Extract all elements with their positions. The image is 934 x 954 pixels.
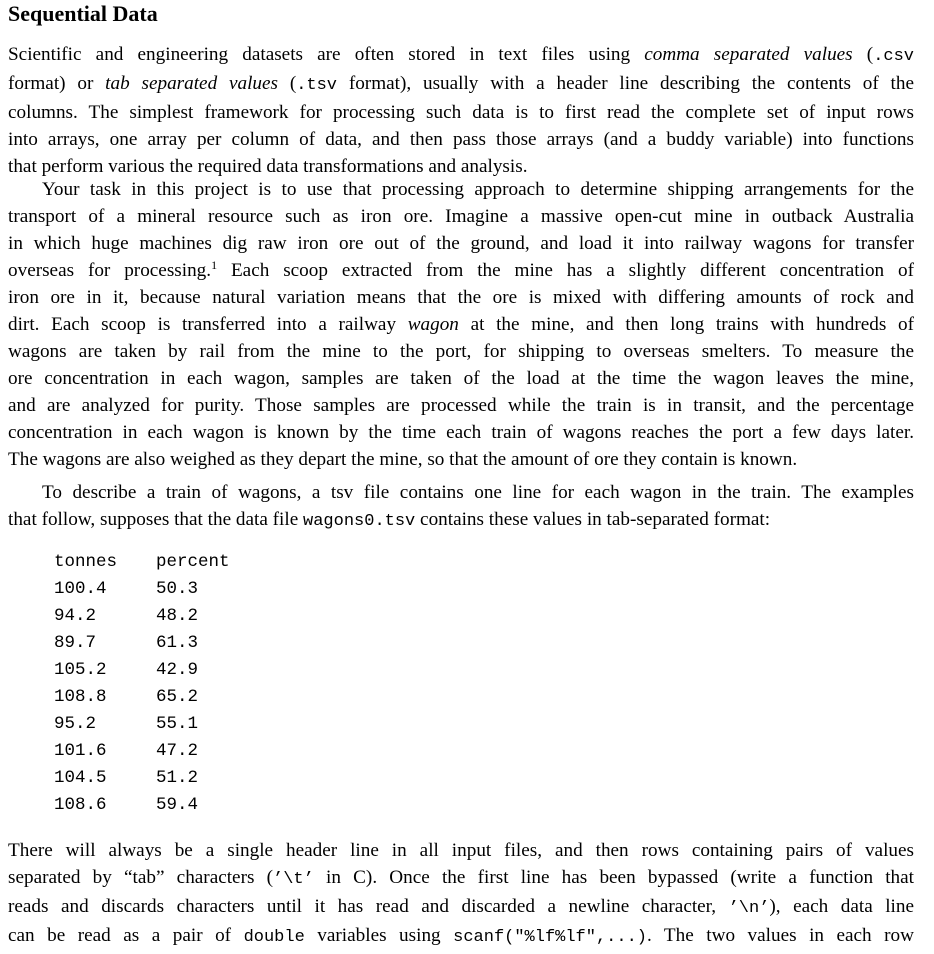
table-row bbox=[54, 765, 276, 792]
table-cell: 55.1 bbox=[156, 714, 199, 734]
column-header: tonnes bbox=[54, 552, 118, 572]
table-row bbox=[54, 576, 276, 603]
table-header-row bbox=[54, 549, 276, 576]
text-line: wagons are taken by rail from the mine to the port, for shipping to overseas smelters. To measure the bbox=[8, 341, 914, 362]
table-row bbox=[54, 738, 276, 765]
text-line: iron ore in it, because natural variation means that the ore is mixed with differing amounts of rock and bbox=[8, 287, 914, 308]
paragraph-file-format bbox=[8, 479, 914, 535]
table-cell: 59.4 bbox=[156, 795, 199, 815]
text-line: transport of a mineral resource such as iron ore. Imagine a massive open-cut mine in outback Australia bbox=[8, 206, 914, 227]
table-cell: 61.3 bbox=[156, 633, 199, 653]
text-line: The wagons are also weighed as they depart the mine, so that the amount of ore they contain is known. bbox=[8, 449, 798, 470]
text-line: that perform various the required data transformations and analysis. bbox=[8, 156, 528, 177]
table-row bbox=[54, 792, 276, 819]
text-line: There will always be a single header line in all input files, and then rows containing pairs of values bbox=[8, 840, 914, 861]
paragraph-intro bbox=[8, 41, 914, 180]
table-cell: 50.3 bbox=[156, 579, 199, 599]
text-line: Scientific and engineering datasets are often stored in text files using comma separated values (.csv bbox=[8, 44, 914, 66]
data-table bbox=[54, 549, 276, 819]
table-row bbox=[54, 630, 276, 657]
text-line: dirt. Each scoop is transferred into a railway wagon at the mine, and then long trains with hundreds of bbox=[8, 314, 914, 335]
table-row bbox=[54, 711, 276, 738]
table-cell: 105.2 bbox=[54, 660, 107, 680]
text-line: concentration in each wagon is known by the time each train of wagons reaches the port a few days later. bbox=[8, 422, 914, 443]
table-cell: 48.2 bbox=[156, 606, 199, 626]
table-cell: 47.2 bbox=[156, 741, 199, 761]
table-cell: 95.2 bbox=[54, 714, 97, 734]
text-line: columns. The simplest framework for processing such data is to first read the complete set of input rows bbox=[8, 102, 914, 123]
table-cell: 42.9 bbox=[156, 660, 199, 680]
table-cell: 89.7 bbox=[54, 633, 97, 653]
paragraph-input-reading bbox=[8, 837, 914, 951]
text-line: can be read as a pair of double variables using scanf("%lf%lf",...). The two values in each row bbox=[8, 925, 914, 947]
table-cell: 101.6 bbox=[54, 741, 107, 761]
table-row bbox=[54, 657, 276, 684]
text-line: and are analyzed for purity. Those samples are processed while the train is in transit, and the percentage bbox=[8, 395, 914, 416]
table-cell: 94.2 bbox=[54, 606, 97, 626]
paragraph-task bbox=[8, 176, 914, 473]
text-line: format) or tab separated values (.tsv format), usually with a header line describing the contents of the bbox=[8, 73, 914, 95]
text-line: that follow, supposes that the data file wagons0.tsv contains these values in tab-separated format: bbox=[8, 509, 771, 531]
table-row bbox=[54, 684, 276, 711]
text-line: reads and discards characters until it has read and discarded a newline character, ’\n’), each data line bbox=[8, 896, 914, 918]
table-cell: 65.2 bbox=[156, 687, 199, 707]
text-line: To describe a train of wagons, a tsv file contains one line for each wagon in the train. The examples bbox=[42, 482, 914, 503]
text-line: ore concentration in each wagon, samples are taken of the load at the time the wagon leaves the mine, bbox=[8, 368, 914, 389]
table-row bbox=[54, 603, 276, 630]
text-line: into arrays, one array per column of data, and then pass those arrays (and a buddy variable) into functions bbox=[8, 129, 914, 150]
table-cell: 100.4 bbox=[54, 579, 107, 599]
text-line: overseas for processing.$^1$ Each scoop extracted from the mine has a slightly different concentration of bbox=[8, 258, 914, 281]
footnote-marker: 1 bbox=[211, 258, 218, 272]
table-cell: 108.6 bbox=[54, 795, 107, 815]
text-line: Your task in this project is to use that processing approach to determine shipping arrangements for the bbox=[42, 179, 914, 200]
table-cell: 51.2 bbox=[156, 768, 199, 788]
column-header: percent bbox=[156, 552, 230, 572]
section-heading: Sequential Data bbox=[8, 1, 158, 26]
text-line: separated by “tab” characters (’\t’ in C). Once the first line has been bypassed (write a function that bbox=[8, 867, 914, 889]
table-cell: 104.5 bbox=[54, 768, 107, 788]
text-line: in which huge machines dig raw iron ore out of the ground, and load it into railway wagons for transfer bbox=[8, 233, 914, 254]
table-cell: 108.8 bbox=[54, 687, 107, 707]
